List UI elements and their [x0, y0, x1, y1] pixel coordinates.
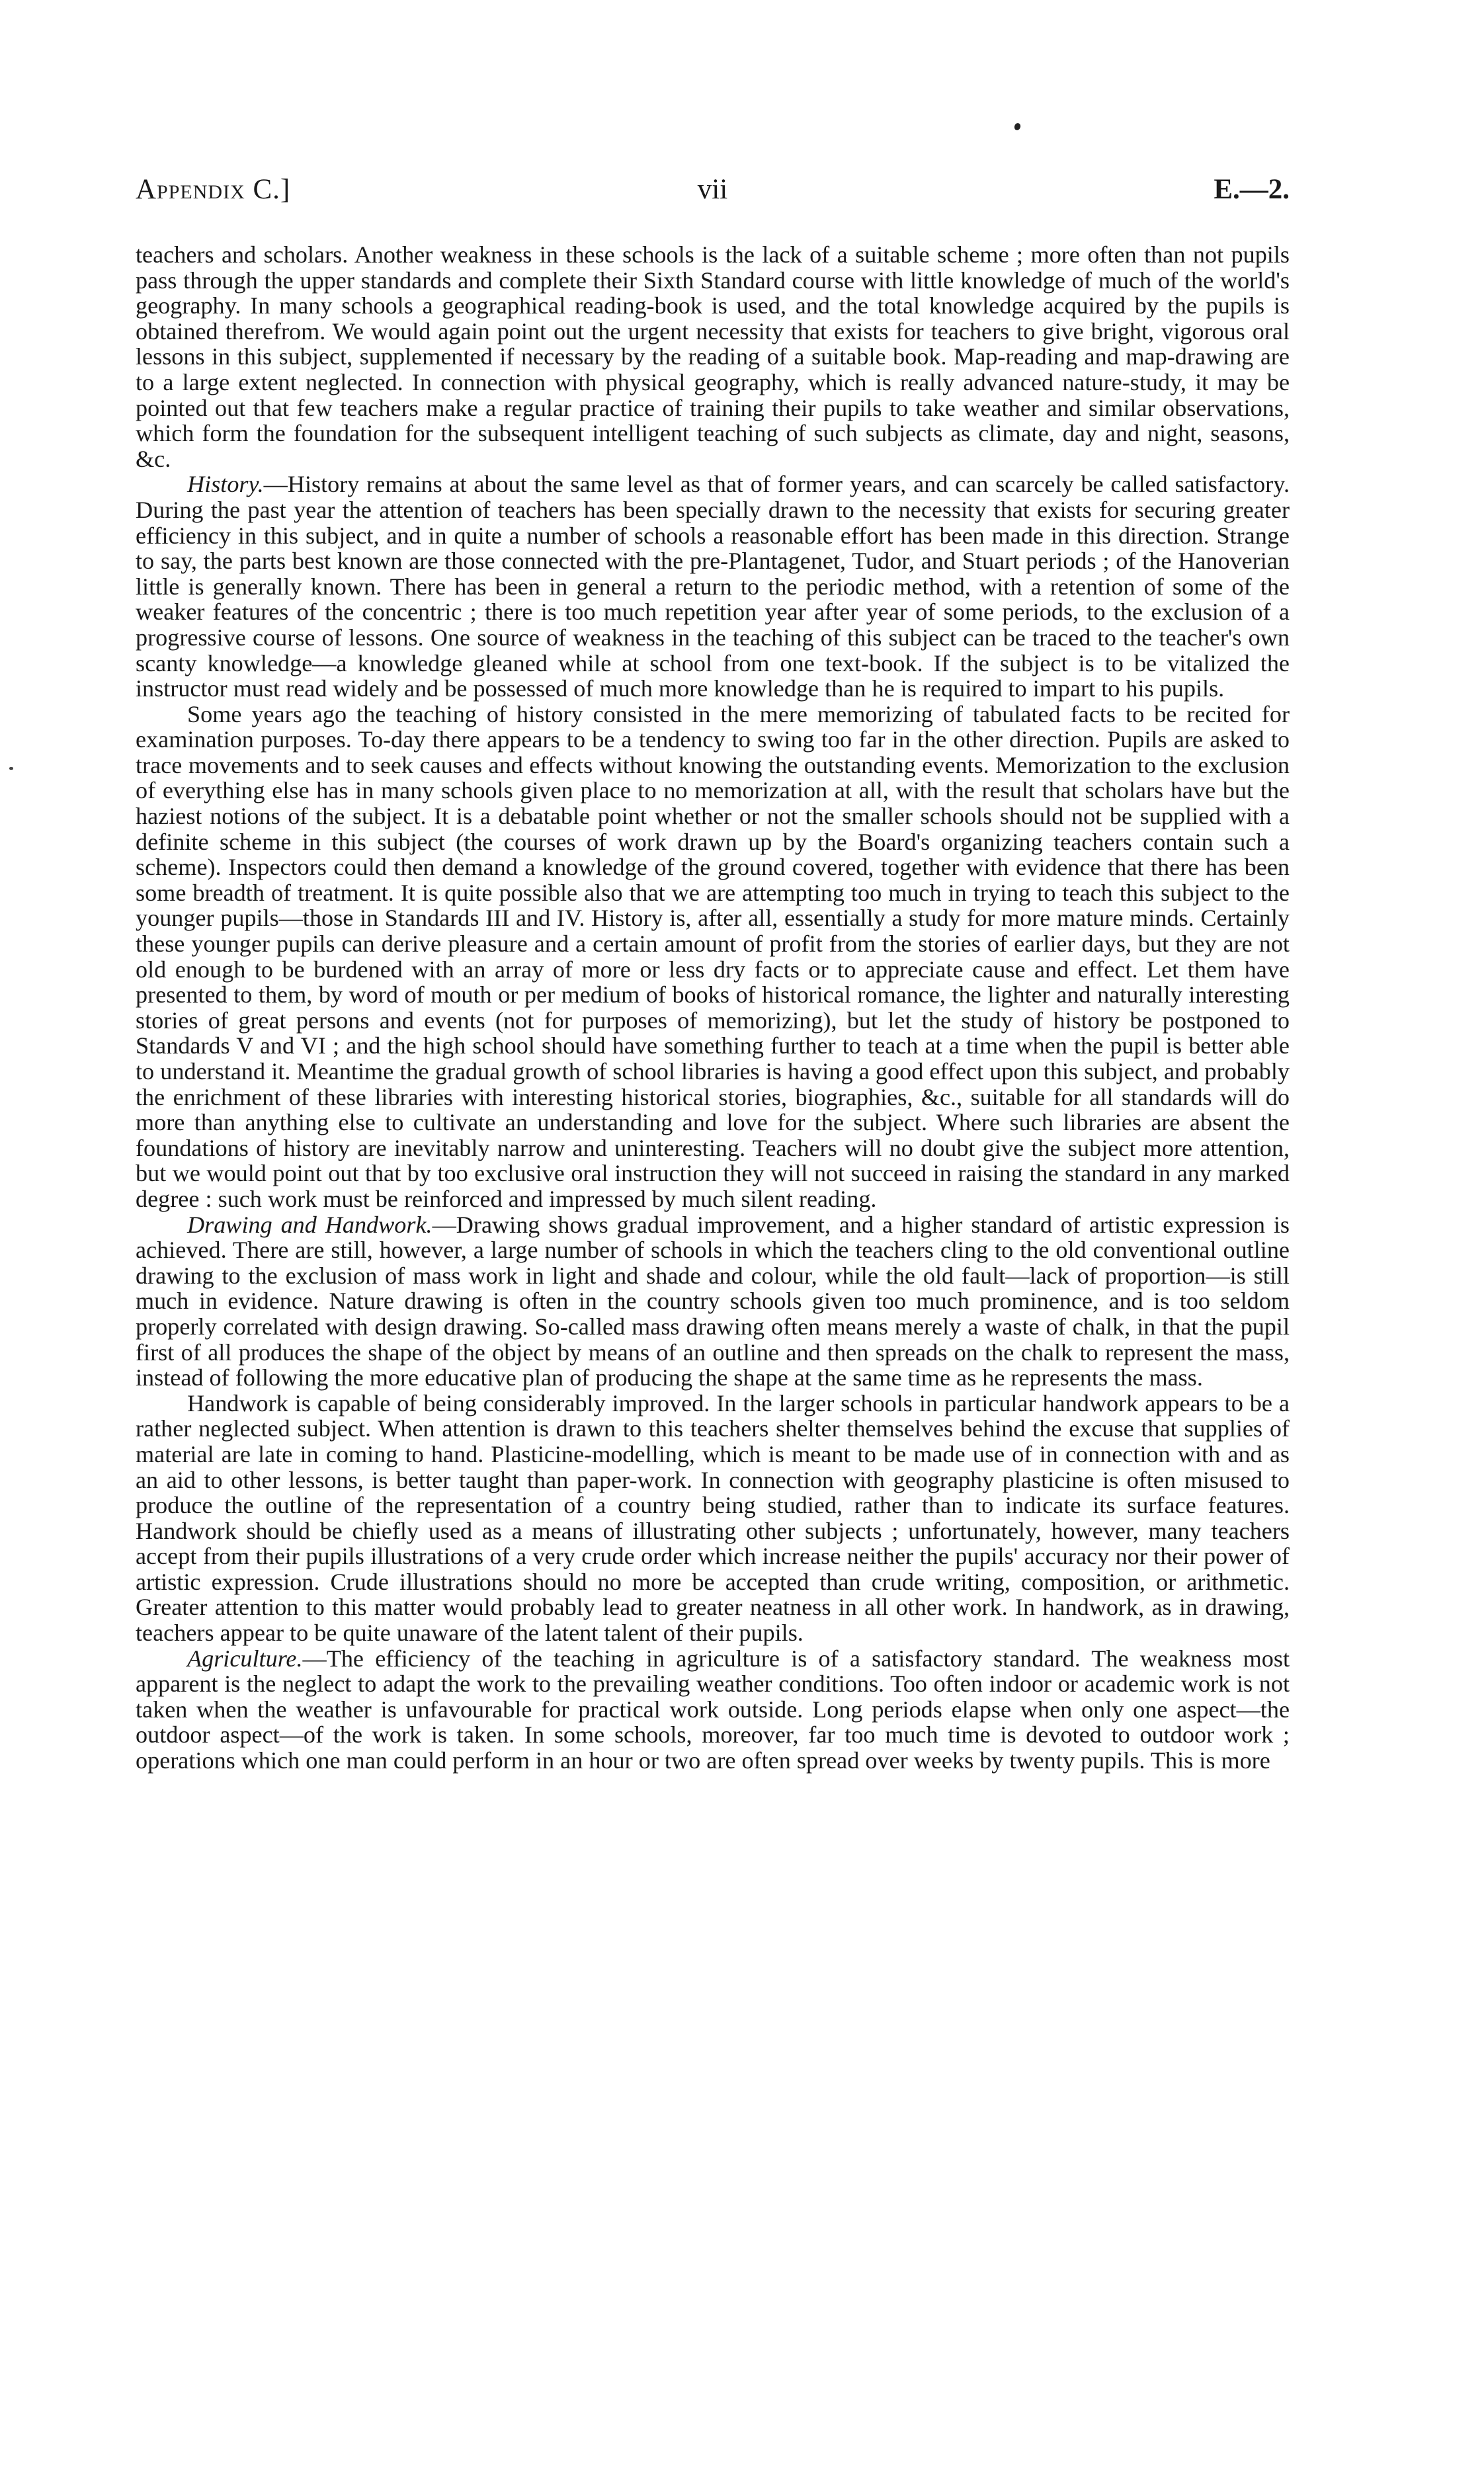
paragraph-history-continued [136, 702, 1290, 1212]
paragraph-geography-continued [136, 242, 1290, 472]
section-heading-history: History. [187, 471, 264, 498]
ink-mark [1013, 122, 1021, 131]
paragraph-agriculture [136, 1646, 1290, 1774]
paragraph-text: Handwork is capable of being considerably improved. In the larger schools in particular handwork appears to be a rather neglected subject. When attention is drawn to this teachers shelter themselves behind the excuse that supplies of material are late in coming to hand. Plasticine-modelling, which is meant to be made use of in connection with and as an aid to other lessons, is better taught than paper-work. In connection with geography plasticine is often misused to produce the outline of the representation of a country being studied, rather than to indicate its surface features. Handwork should be chiefly used as a means of illustrating other subjects ; unfortunately, however, many teachers accept from their pupils illustrations of a very crude order which increase neither the pupils' accuracy nor their power of artistic expression. Crude illustrations should no more be accepted than crude writing, composition, or arithmetic. Greater attention to this matter would probably lead to greater neatness in all other work. In handwork, as in drawing, teachers appear to be quite unaware of the latent talent of their pupils. [136, 1389, 1290, 1647]
paragraph-text: Some years ago the teaching of history consisted in the mere memorizing of tabulated facts to be recited for examination purposes. To-day there appears to be a tendency to swing too far in the other direction. Pupils are asked to trace movements and to seek causes and effects without knowing the outstanding events. Memorization to the exclusion of everything else has in many schools given place to no memorization at all, with the result that scholars have but the haziest notions of the subject. It is a debatable point whether or not the smaller schools should not be supplied with a definite scheme in this subject (the courses of work drawn up by the Board's organizing teachers contain such a scheme). Inspectors could then demand a knowledge of the ground covered, together with evidence that there has been some breadth of treatment. It is quite possible also that we are attempting too much in trying to teach this subject to the younger pupils—those in Standards III and IV. History is, after all, essentially a study for more mature minds. Certainly these younger pupils can derive pleasure and a certain amount of profit from the stories of earlier days, but they are not old enough to be burdened with an array of more or less dry facts or to appreciate cause and effect. Let them have presented to them, by word of mouth or per medium of books of historical romance, the lighter and naturally interesting stories of great persons and events (not for purposes of memorizing), but let the study of history be postponed to Standards V and VI ; and the high school should have something further to teach at a time when the pupil is better able to understand it. Meantime the gradual growth of school libraries is having a good effect upon this subject, and probably the enrichment of these libraries with interesting historical stories, biographies, &c., suitable for all standards will do more than anything else to cultivate an understanding and love for the subject. Where such libraries are absent the foundations of history are inevitably narrow and uninteresting. Teachers will no doubt give the subject more attention, but we would point out that by too exclusive oral instruction they will not succeed in raising the standard in any marked degree : such work must be reinforced and impressed by much silent reading. [136, 700, 1290, 1212]
body-text [136, 242, 1290, 1774]
header-appendix: Appendix C.] [136, 174, 291, 205]
paragraph-drawing-handwork [136, 1212, 1290, 1391]
paragraph-history [136, 472, 1290, 701]
paragraph-text: —Drawing shows gradual improvement, and a higher standard of artistic expression is achieved. There are still, however, a large number of schools in which the teachers cling to the old conventional outline drawing to the exclusion of mass work in light and shade and colour, while the old fault—lack of proportion—is still much in evidence. Nature drawing is often in the country schools given too much prominence, and is too seldom properly correlated with design drawing. So-called mass drawing often means merely a waste of chalk, in that the pupil first of all produces the shape of the object by means of an outline and then spreads on the chalk to represent the mass, instead of following the more educative plan of producing the shape at the same time as he represents the mass. [136, 1211, 1290, 1391]
paragraph-text: —History remains at about the same level as that of former years, and can scarcely be called satisfactory. During the past year the attention of teachers has been specially drawn to the necessity that exists for securing greater efficiency in this subject, and in quite a number of schools a reasonable effort has been made in this direction. Strange to say, the parts best known are those connected with the pre-Plantagenet, Tudor, and Stuart periods ; of the Hanoverian little is generally known. There has been in general a return to the periodic method, with a retention of some of the weaker features of the concentric ; there is too much repetition year after year of some periods, to the exclusion of a progressive course of lessons. One source of weakness in the teaching of this subject can be traced to the teacher's own scanty knowledge—a knowledge gleaned while at school from one text-book. If the subject is to be vitalized the instructor must read widely and be possessed of much more knowledge than he is required to impart to his pupils. [136, 471, 1290, 702]
paragraph-text: teachers and scholars. Another weakness in these schools is the lack of a suitable scheme ; more often than not pupils pass through the upper standards and complete their Sixth Standard course with little knowledge of much of the world's geography. In many schools a geographical reading-book is used, and the total knowledge acquired by the pupils is obtained therefrom. We would again point out the urgent necessity that exists for teachers to give bright, vigorous oral lessons in this subject, supplemented if necessary by the reading of a suitable book. Map-reading and map-drawing are to a large extent neglected. In connection with physical geography, which is really advanced nature-study, it may be pointed out that few teachers make a regular practice of training their pupils to take weather and similar observations, which form the foundation for the subsequent intelligent teaching of such subjects as climate, day and night, seasons, &c. [136, 241, 1290, 472]
section-heading-drawing-handwork: Drawing and Handwork. [187, 1211, 433, 1238]
paragraph-handwork [136, 1391, 1290, 1646]
page-header [136, 173, 1290, 213]
section-heading-agriculture: Agriculture. [187, 1645, 303, 1672]
paragraph-text: —The efficiency of the teaching in agriculture is of a satisfactory standard. The weakness most apparent is the neglect to adapt the work to the prevailing weather conditions. Too often indoor or academic work is not taken when the weather is unfavourable for practical work outside. Long periods elapse when only one aspect—the outdoor aspect—of the work is taken. In some schools, moreover, far too much time is devoted to outdoor work ; operations which one man could perform in an hour or two are often spread over weeks by twenty pupils. This is more [136, 1645, 1290, 1774]
margin-speck [9, 767, 13, 770]
document-code: E.—2. [1214, 174, 1290, 205]
page-number: vii [697, 174, 728, 205]
